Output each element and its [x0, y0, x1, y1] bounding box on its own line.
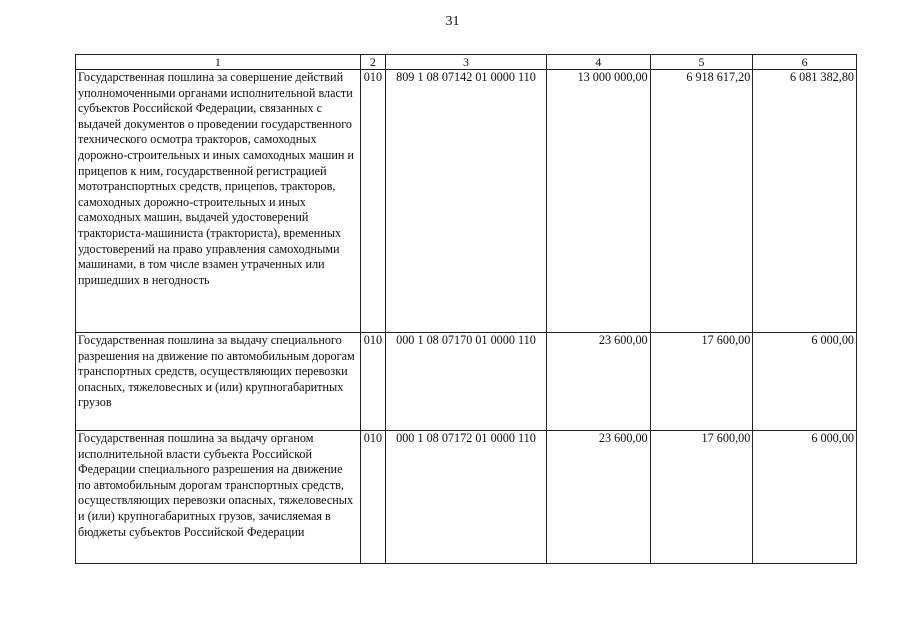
executed-amount-cell: 17 600,00	[650, 333, 753, 431]
budget-code-cell: 000 1 08 07170 01 0000 110	[385, 333, 546, 431]
unexecuted-amount-cell: 6 000,00	[753, 431, 857, 564]
approved-amount-cell: 23 600,00	[546, 431, 650, 564]
table-row	[76, 431, 857, 564]
approved-amount-cell: 23 600,00	[546, 333, 650, 431]
executed-amount-cell: 17 600,00	[650, 431, 753, 564]
column-header-6: 6	[753, 55, 857, 70]
line-code-cell: 010	[360, 431, 385, 564]
approved-amount-cell: 13 000 000,00	[546, 70, 650, 333]
table-row	[76, 70, 857, 333]
line-code-cell: 010	[360, 70, 385, 333]
budget-code-cell: 000 1 08 07172 01 0000 110	[385, 431, 546, 564]
executed-amount-cell: 6 918 617,20	[650, 70, 753, 333]
budget-table	[75, 54, 857, 564]
column-header-1: 1	[76, 55, 361, 70]
column-header-4: 4	[546, 55, 650, 70]
budget-code-cell: 809 1 08 07142 01 0000 110	[385, 70, 546, 333]
row-name-cell: Государственная пошлина за выдачу специального разрешения на движение по автомобильным дорогам транспортных средств, осуществляющих перевозки опасных, тяжеловесных и (или) крупногабаритных грузов	[76, 333, 361, 431]
line-code-cell: 010	[360, 333, 385, 431]
row-name-cell: Государственная пошлина за совершение действий уполномоченными органами исполнительной власти субъектов Российской Федерации, связанных с выдачей документов о проведении государственного технического осмотра тракторов, самоходных дорожно-строительных и иных самоходных машин и прицепов к ним, государственной регистрацией мототранспортных средств, прицепов, тракторов, самоходных дорожно-строительных и иных самоходных машин, выдачей удостоверений тракториста-машиниста (тракториста), временных удостоверений на право управления самоходными машинами, в том числе взамен утраченных или пришедших в негодность	[76, 70, 361, 333]
row-name-cell: Государственная пошлина за выдачу органом исполнительной власти субъекта Российской Федерации специального разрешения на движение по автомобильным дорогам транспортных средств, осуществляющих перевозки опасных, тяжеловесных и (или) крупногабаритных грузов, зачисляемая в бюджеты субъектов Российской Федерации	[76, 431, 361, 564]
table-row	[76, 333, 857, 431]
unexecuted-amount-cell: 6 081 382,80	[753, 70, 857, 333]
table-header-row	[76, 55, 857, 70]
page-number: 31	[445, 14, 460, 29]
column-header-2: 2	[360, 55, 385, 70]
column-header-5: 5	[650, 55, 753, 70]
column-header-3: 3	[385, 55, 546, 70]
unexecuted-amount-cell: 6 000,00	[753, 333, 857, 431]
